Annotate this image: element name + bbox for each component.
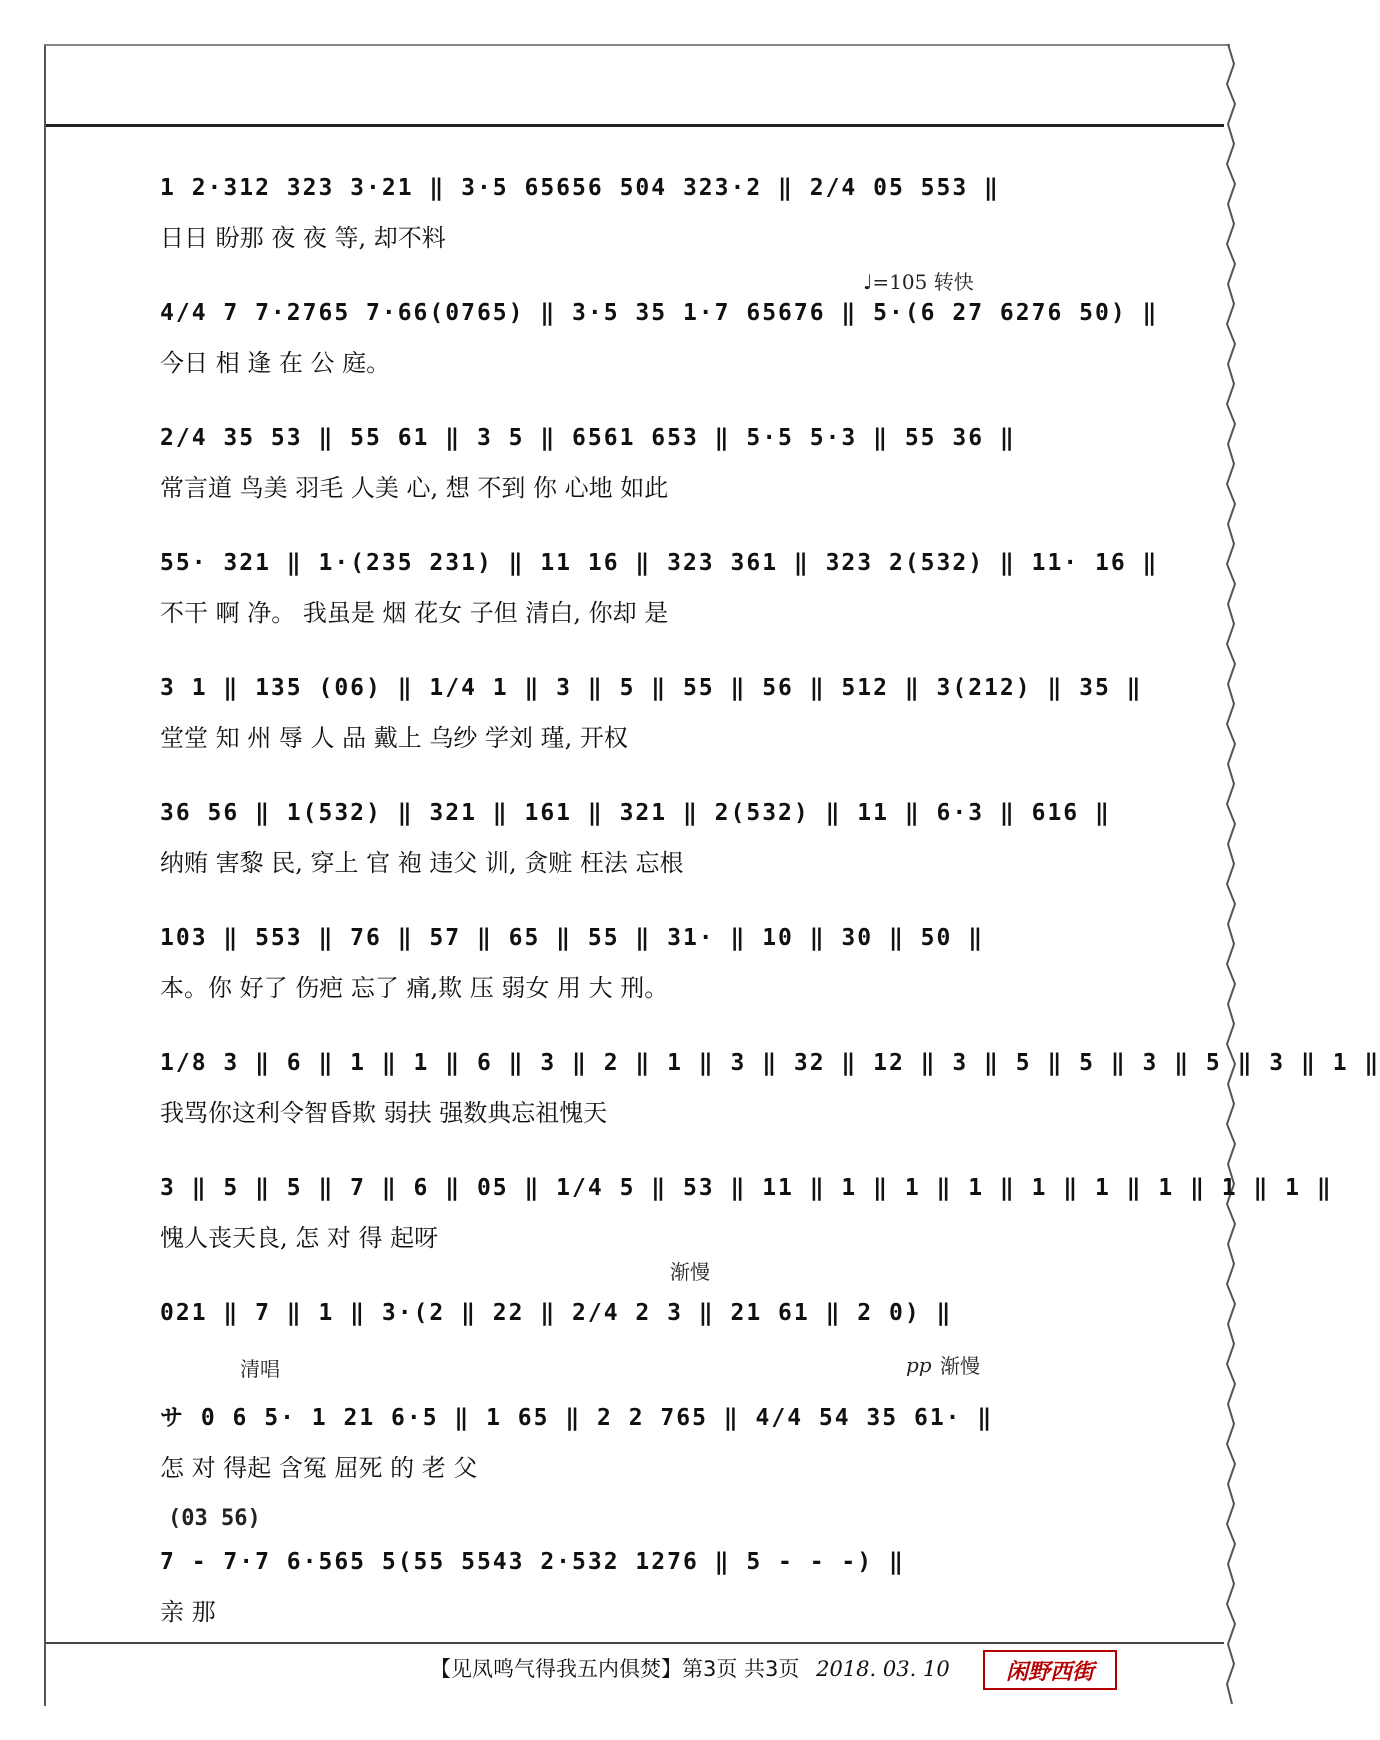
lyrics-8: 我骂你这利令智昏欺 弱扶 强数典忘祖愧天 [160, 1099, 608, 1127]
staff-line-2 [160, 291, 1159, 391]
staff-line-3 [160, 416, 1130, 516]
footer-date: 2018. 03. 10 [816, 1657, 950, 1681]
notation-9: 3 ‖ 5 ‖ 5 ‖ 7 ‖ 6 ‖ 05 ‖ 1/4 5 ‖ 53 ‖ 11 ‖ 1 ‖ 1 ‖ 1 ‖ 1 ‖ 1 ‖ 1 ‖ 1 ‖ 1 ‖ [160, 1175, 1333, 1201]
staff-line-9 [160, 1166, 1333, 1266]
tempo-mark: ♩=105 转快 [863, 270, 974, 294]
notation-7: 103 ‖ 553 ‖ 76 ‖ 57 ‖ 65 ‖ 55 ‖ 31· ‖ 10 ‖ 30 ‖ 50 ‖ [160, 925, 985, 951]
staff-line-10 [160, 1291, 1130, 1391]
lyrics-9: 愧人丧天良, 怎 对 得 起呀 [160, 1224, 439, 1252]
notation-10: 021 ‖ 7 ‖ 1 ‖ 3·(2 ‖ 22 ‖ 2/4 2 3 ‖ 21 61 ‖ 2 0) ‖ [160, 1300, 953, 1326]
clear-sing-mark: 清唱 [240, 1357, 280, 1381]
header-rule [46, 124, 1224, 127]
notation-5: 3 1 ‖ 135 (06) ‖ 1/4 1 ‖ 3 ‖ 5 ‖ 55 ‖ 56 ‖ 512 ‖ 3(212) ‖ 35 ‖ [160, 675, 1143, 701]
footer-text [430, 1652, 950, 1686]
lyrics-3: 常言道 鸟美 羽毛 人美 心, 想 不到 你 心地 如此 [160, 474, 669, 502]
torn-edge [1224, 44, 1238, 1704]
notation-8: 1/8 3 ‖ 6 ‖ 1 ‖ 1 ‖ 6 ‖ 3 ‖ 2 ‖ 1 ‖ 3 ‖ 32 ‖ 12 ‖ 3 ‖ 5 ‖ 5 ‖ 3 ‖ 5 ‖ 3 ‖ 1 ‖ [160, 1050, 1380, 1076]
lyrics-7: 本。你 好了 伤疤 忘了 痛,欺 压 弱女 用 大 刑。 [160, 974, 669, 1002]
notation-6: 36 56 ‖ 1(532) ‖ 321 ‖ 161 ‖ 321 ‖ 2(532) ‖ 11 ‖ 6·3 ‖ 616 ‖ [160, 800, 1111, 826]
staff-line-11 [160, 1396, 1130, 1496]
staff-line-4 [160, 541, 1159, 641]
slow-mark-2: 渐慢 [940, 1354, 980, 1378]
staff-line-8 [160, 1041, 1380, 1141]
prelude-notes: (03 56) [168, 1506, 261, 1531]
staff-line-1 [160, 166, 1130, 266]
footer-rule [46, 1642, 1224, 1644]
lyrics-2: 今日 相 逢 在 公 庭。 [160, 349, 391, 377]
lyrics-12: 亲 那 [160, 1598, 216, 1626]
logo [983, 1650, 1117, 1690]
notation-4: 55· 321 ‖ 1·(235 231) ‖ 11 16 ‖ 323 361 ‖ 323 2(532) ‖ 11· 16 ‖ [160, 550, 1159, 576]
notation-1: 1 2·312 323 3·21 ‖ 3·5 65656 504 323·2 ‖ 2/4 05 553 ‖ [160, 175, 1000, 201]
staff-line-5 [160, 666, 1143, 766]
lyrics-10 [160, 1341, 1130, 1385]
dynamic-pp: pp [906, 1353, 932, 1377]
staff-line-6 [160, 791, 1130, 891]
slow-mark-1: 渐慢 [670, 1260, 710, 1284]
notation-3: 2/4 35 53 ‖ 55 61 ‖ 3 5 ‖ 6561 653 ‖ 5·5 5·3 ‖ 55 36 ‖ [160, 425, 1016, 451]
lyrics-1: 日日 盼那 夜 夜 等, 却不料 [160, 224, 446, 252]
footer-title: 【见凤鸣气得我五内俱焚】第3页 共3页 [430, 1657, 800, 1681]
notation-12: 7 - 7·7 6·565 5(55 5543 2·532 1276 ‖ 5 - - -) ‖ [160, 1549, 905, 1575]
lyrics-4: 不干 啊 净。 我虽是 烟 花女 子但 清白, 你却 是 [160, 599, 669, 627]
notation-11: サ 0 6 5· 1 21 6·5 ‖ 1 65 ‖ 2 2 765 ‖ 4/4 54 35 61· ‖ [160, 1405, 994, 1431]
lyrics-11: 怎 对 得起 含冤 屈死 的 老 父 [160, 1454, 478, 1482]
staff-line-7 [160, 916, 1130, 1016]
notation-2: 4/4 7 7·2765 7·66(0765) ‖ 3·5 35 1·7 65676 ‖ 5·(6 27 6276 50) ‖ [160, 300, 1159, 326]
lyrics-5: 堂堂 知 州 辱 人 品 戴上 乌纱 学刘 瑾, 开权 [160, 724, 628, 752]
lyrics-6: 纳贿 害黎 民, 穿上 官 袍 违父 训, 贪赃 枉法 忘根 [160, 849, 684, 877]
staff-line-12 [160, 1540, 1130, 1640]
logo-text: 闲野西街 [1005, 1658, 1094, 1685]
